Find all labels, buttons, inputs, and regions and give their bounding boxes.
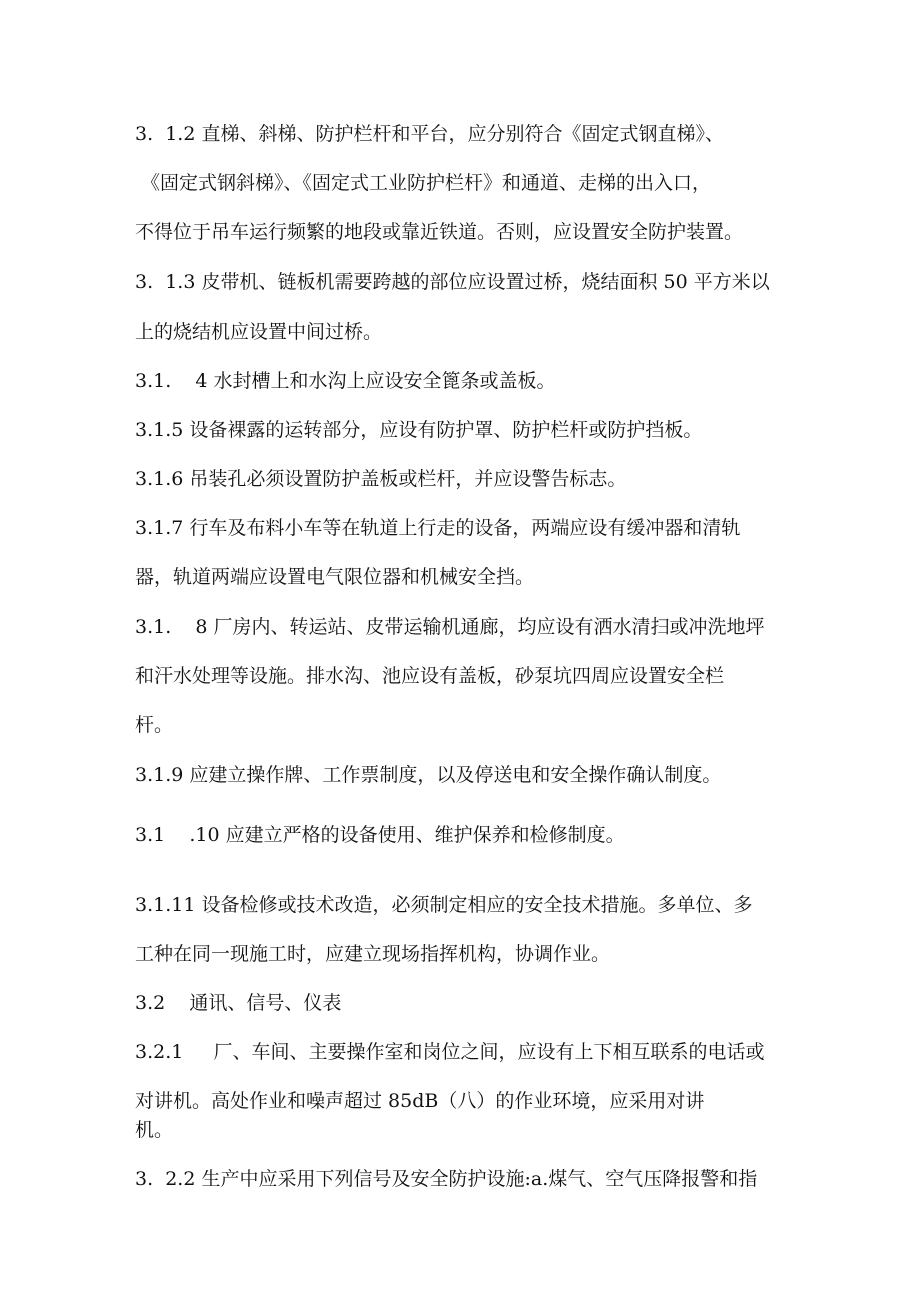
text-line: 不得位于吊车运行频繁的地段或靠近铁道。否则，应设置安全防护装置。 xyxy=(135,221,744,243)
text-line: 上的烧结机应设置中间过桥。 xyxy=(135,321,383,343)
text-line: 3.1.7 行车及布料小车等在轨道上行走的设备，两端应设有缓冲器和清轨 xyxy=(135,517,741,539)
text-line: 3.2.1 厂、车间、主要操作室和岗位之间，应设有上下相互联系的电话或 xyxy=(135,1041,765,1063)
text-line: 3.1.6 吊装孔必须设置防护盖板或栏杆，并应设警告标志。 xyxy=(135,468,627,490)
text-line: 机。 xyxy=(135,1119,174,1141)
text-line: 3.1.5 设备裸露的运转部分，应设有防护罩、防护栏杆或防护挡板。 xyxy=(135,419,703,441)
text-line: 和汗水处理等设施。排水沟、池应设有盖板，砂泵坑四周应设置安全栏 xyxy=(135,665,725,687)
text-line: 杆。 xyxy=(135,714,174,736)
text-line: 3.1.9 应建立操作牌、工作票制度，以及停送电和安全操作确认制度。 xyxy=(135,764,722,786)
text-line: 《固定式钢斜梯》、《固定式工业防护栏杆》和通道、走梯的出入口， xyxy=(141,172,712,194)
text-line: 3.1. 8 厂房内、转运站、皮带运输机通廊，均应设有洒水清扫或冲洗地坪 xyxy=(135,616,765,638)
text-line: 工种在同一现施工时，应建立现场指挥机构，协调作业。 xyxy=(135,943,611,965)
text-line: 3.1. 4 水封槽上和水沟上应设安全篦条或盖板。 xyxy=(135,370,556,392)
text-line: 3. 1.2 直梯、斜梯、防护栏杆和平台，应分别符合《固定式钢直梯》、 xyxy=(135,123,724,145)
text-line: 3. 1.3 皮带机、链板机需要跨越的部位应设置过桥，烧结面积 50 平方米以 xyxy=(135,271,770,293)
text-line: 3. 2.2 生产中应采用下列信号及安全防护设施:a.煤气、空气压降报警和指 xyxy=(135,1168,758,1190)
text-line: 器，轨道两端应设置电气限位器和机械安全挡。 xyxy=(135,566,535,588)
text-line: 3.1.11 设备检修或技术改造，必须制定相应的安全技术措施。多单位、多 xyxy=(135,894,753,916)
text-line: 对讲机。高处作业和噪声超过 85dB（八）的作业环境，应采用对讲 xyxy=(135,1090,705,1112)
text-line: 3.1 .10 应建立严格的设备使用、维护保养和检修制度。 xyxy=(135,824,625,846)
section-heading: 3.2 通讯、信号、仪表 xyxy=(135,992,342,1014)
